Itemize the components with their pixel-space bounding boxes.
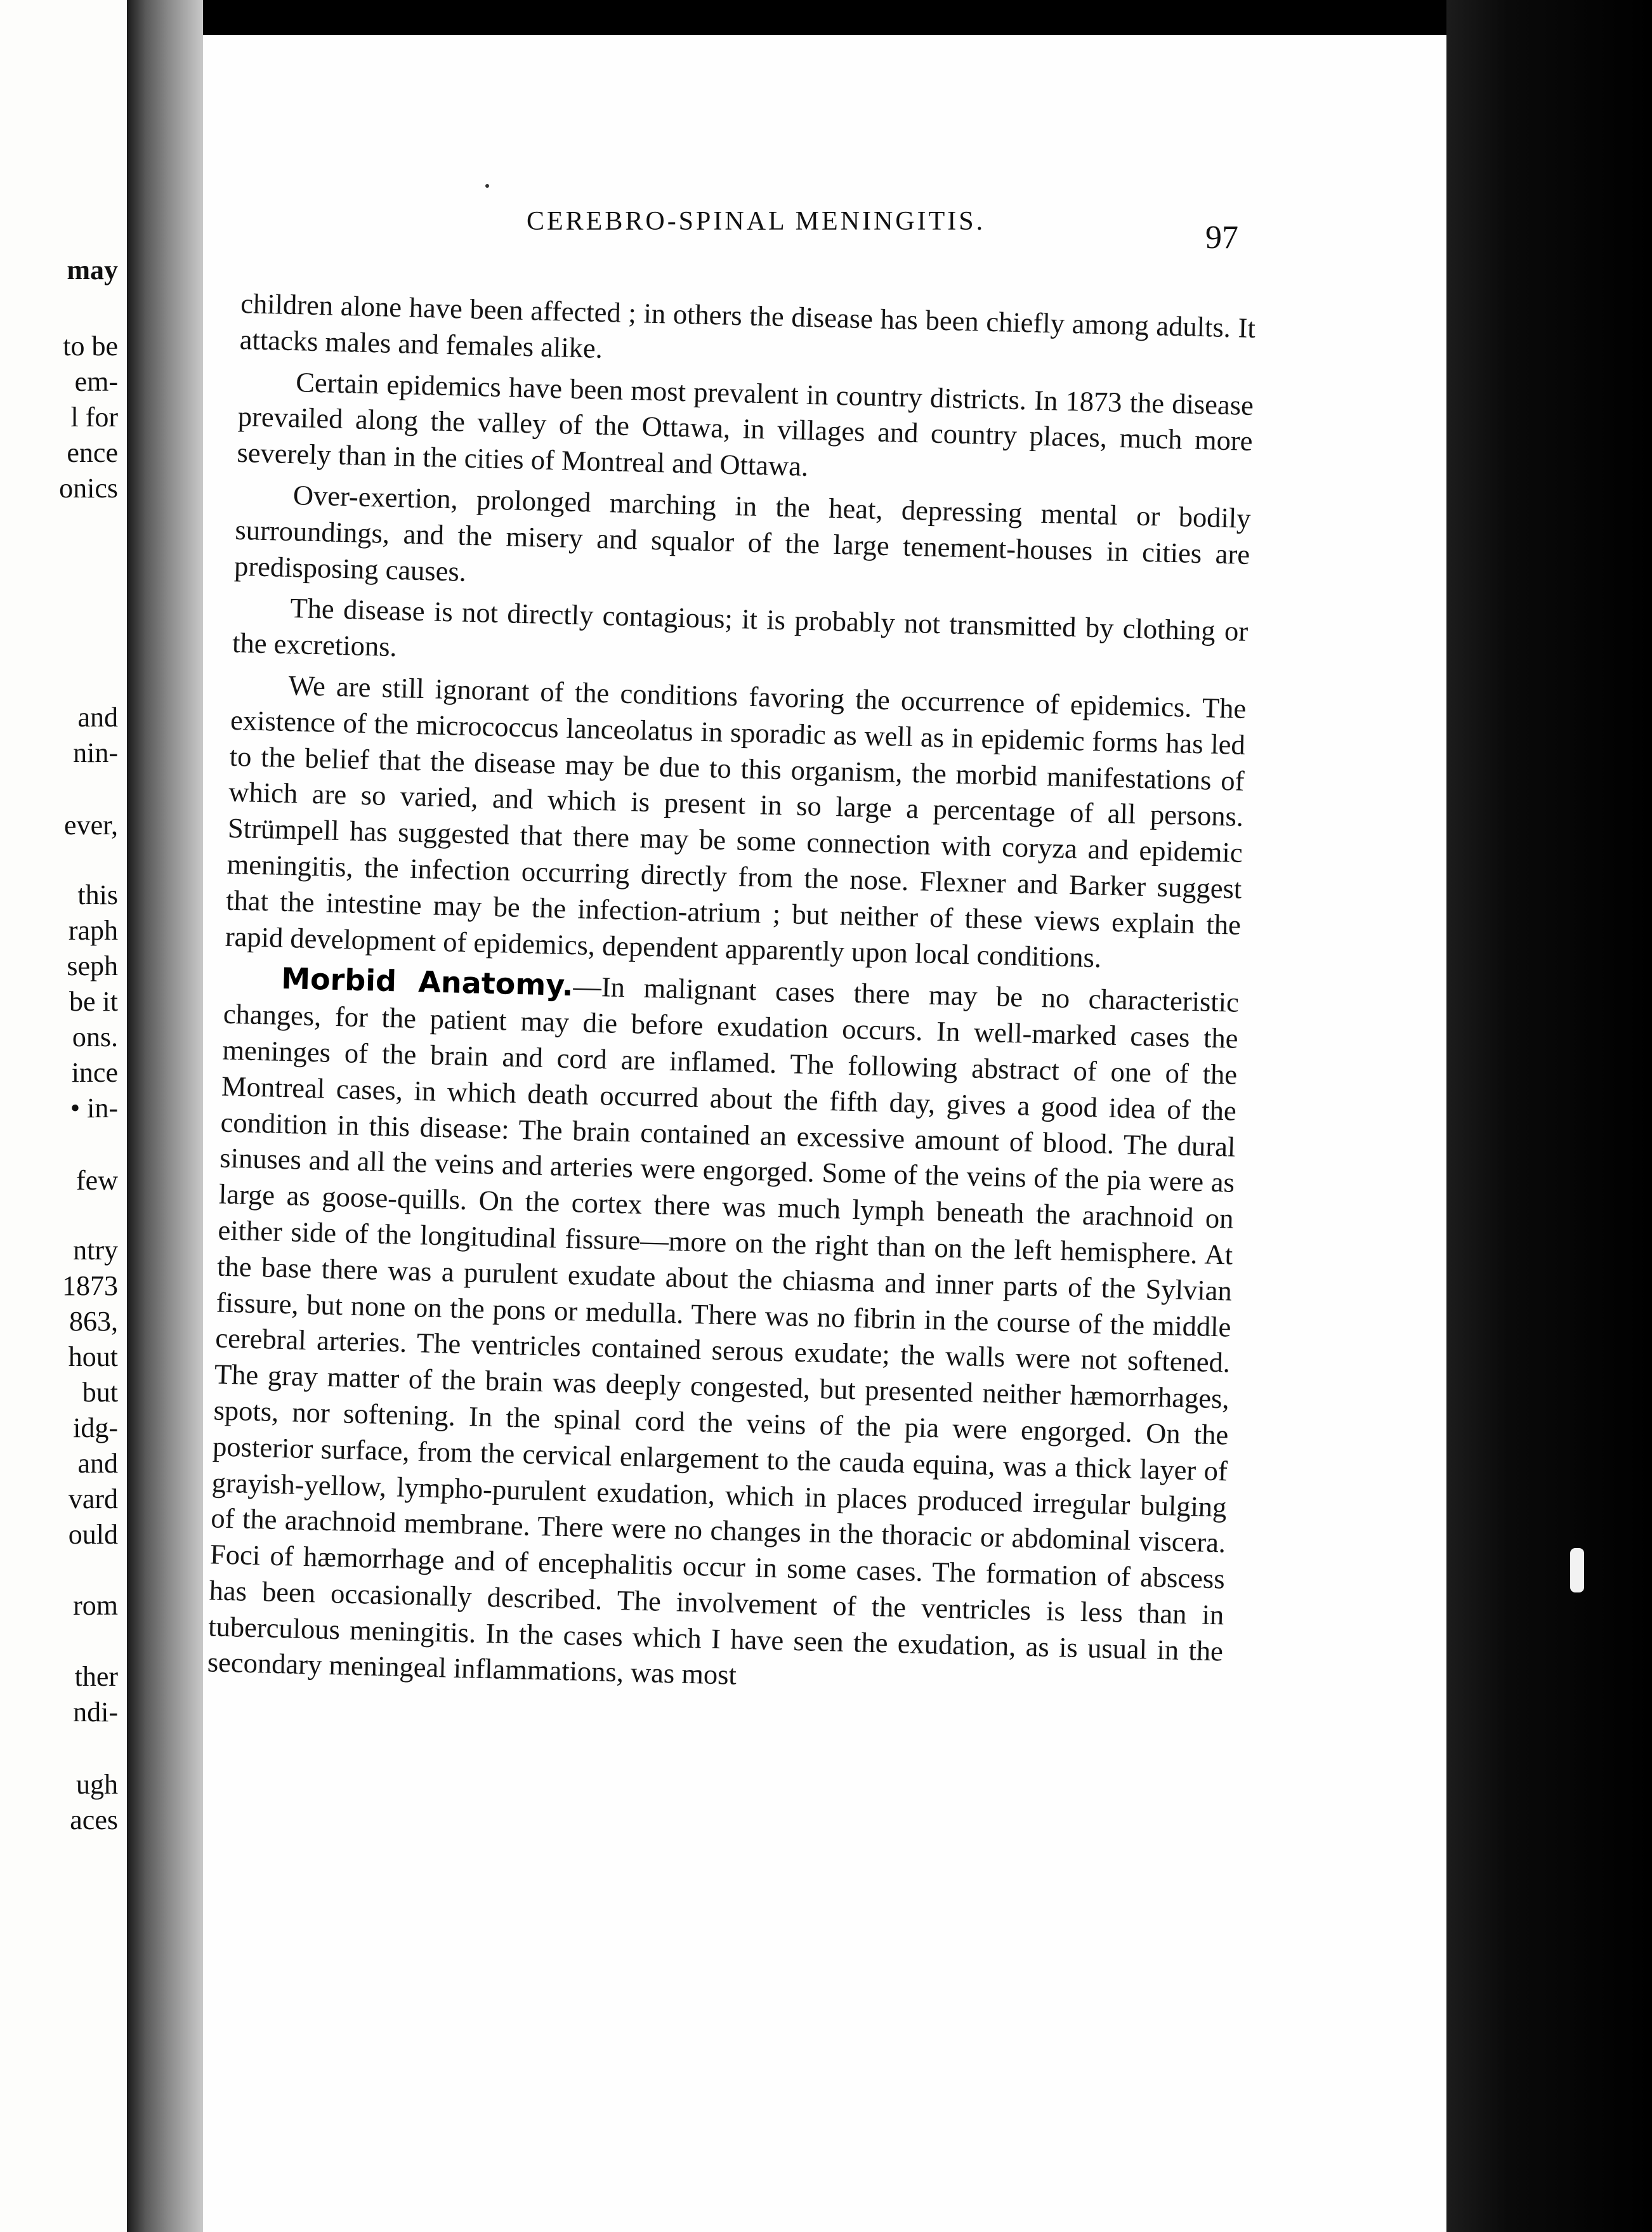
left-page-line: this [77, 879, 118, 910]
left-page-line: ould [68, 1519, 118, 1550]
section-paragraph [207, 959, 1239, 1705]
left-page-line: nin- [73, 737, 118, 768]
left-page-line: onics [59, 473, 118, 504]
left-page-line: hout [68, 1341, 118, 1372]
left-page-line: be it [69, 986, 118, 1017]
left-page-line: ther [74, 1661, 118, 1692]
left-page-line: idg- [73, 1412, 118, 1443]
paragraph-text: —In malignant cases there may be no characteristic changes, for the patient may die before exudation occurs. In well-marked cases the meninges of the brain and cord are inflamed. The following abstract of one of the Montreal cases, in which death occurred about the fifth day, gives a good idea of the condition in this disease: The brain contained an excessive amount of blood. The dural sinuses and all the veins and arteries were engorged. Some of the veins of the pia were as large as goose-quills. On the cortex there was much lymph beneath the arachnoid on either side of the longitudinal fissure—more on the right than on the left hemisphere. At the base there was a purulent exudate about the chiasma and inner parts of the Sylvian fissure, but none on the pons or medulla. There was no fibrin in the course of the middle cerebral arteries. The ventricles contained serous exudate; the walls were not softened. The gray matter of the brain was deeply congested, but presented neither hæmorrhages, spots, nor softening. In the spinal cord the veins of the pia were engorged. On the posterior surface, from the cervical enlargement to the cauda equina, was a thick layer of grayish-yellow, lympho-purulent exudation, which in places produced irregular bulging of the arachnoid membrane. There were no changes in the thoracic or abdominal viscera. Foci of hæmorrhage and of encephalitis occur in some cases. The formation of abscess has been occasionally described. The involvement of the ventricles is less than in tuberculous meningitis. In the cases which I have seen the exudation, as is usual in the secondary meningeal inflammations, was most [207, 970, 1240, 1691]
left-page-line: ence [67, 437, 118, 468]
paragraph: The disease is not directly contagious; it is probably not transmitted by clothing or the excretions. [232, 592, 1249, 663]
left-page-line: but [82, 1377, 118, 1408]
left-page-line: and [77, 702, 118, 733]
left-page-line: • in- [70, 1093, 118, 1124]
paragraph: We are still ignorant of the conditions favoring the occurrence of epidemics. The existence of the micrococcus lanceolatus in sporadic as well as in epidemic forms has led to the belief that the disease may be due to this organism, the morbid manifestations of which are so varied, and which is present in so large a percentage of all persons. Strümpell has suggested that there may be some connection with coryza and epidemic meningitis, the infection occurring directly from the nose. Flexner and Barker suggest that the intestine may be the infection-atrium ; but neither of these views explain the rapid development of epidemics, dependent apparently upon local conditions. [225, 669, 1247, 973]
left-page-line: 1873 [62, 1270, 118, 1301]
left-page-line: ugh [76, 1769, 118, 1800]
left-page-line: raph [68, 915, 118, 946]
left-page-line: ever, [64, 810, 118, 841]
left-page-line: ndi- [73, 1697, 118, 1728]
edge-mark [1570, 1548, 1584, 1592]
left-page-line: 863, [69, 1306, 118, 1337]
ink-speck [485, 184, 489, 188]
paragraph: children alone have been affected ; in others the disease has been chiefly among adults. It attacks males and females alike. [239, 287, 1256, 364]
body-text [207, 286, 1255, 1710]
paragraph: Certain epidemics have been most prevalent in country districts. In 1873 the disease prevailed along the valley of the Ottawa, in villages and country places, much more severely than in the cities of Montreal and Ottawa. [236, 365, 1254, 483]
left-page-line: vard [68, 1483, 118, 1514]
left-page-fragment [0, 0, 127, 2232]
book-page [203, 35, 1446, 2232]
left-page-line: few [76, 1165, 118, 1196]
section-heading: Morbid Anatomy. [280, 961, 574, 1003]
left-page-line: em- [74, 366, 118, 397]
left-page-line: l for [70, 402, 118, 433]
left-page-line: and [77, 1448, 118, 1479]
left-page-line: aces [70, 1804, 118, 1835]
book-gutter [127, 0, 203, 2232]
page-number: 97 [1205, 220, 1238, 256]
binding-edge [1446, 0, 1652, 2232]
left-page-line: ince [71, 1057, 118, 1088]
left-page-line: rom [73, 1590, 118, 1621]
left-page-line: to be [63, 331, 118, 362]
running-head: CEREBRO-SPINAL MENINGITIS. [527, 207, 986, 236]
paragraph: Over-exertion, prolonged marching in the heat, depressing mental or bodily surroundings, and the misery and squalor of the large tenement-houses in cities are predisposing causes. [233, 479, 1252, 588]
left-page-line: ntry [73, 1235, 118, 1266]
left-page-line: may [67, 254, 118, 286]
left-page-line: ons. [72, 1021, 118, 1053]
left-page-line: seph [67, 950, 118, 981]
